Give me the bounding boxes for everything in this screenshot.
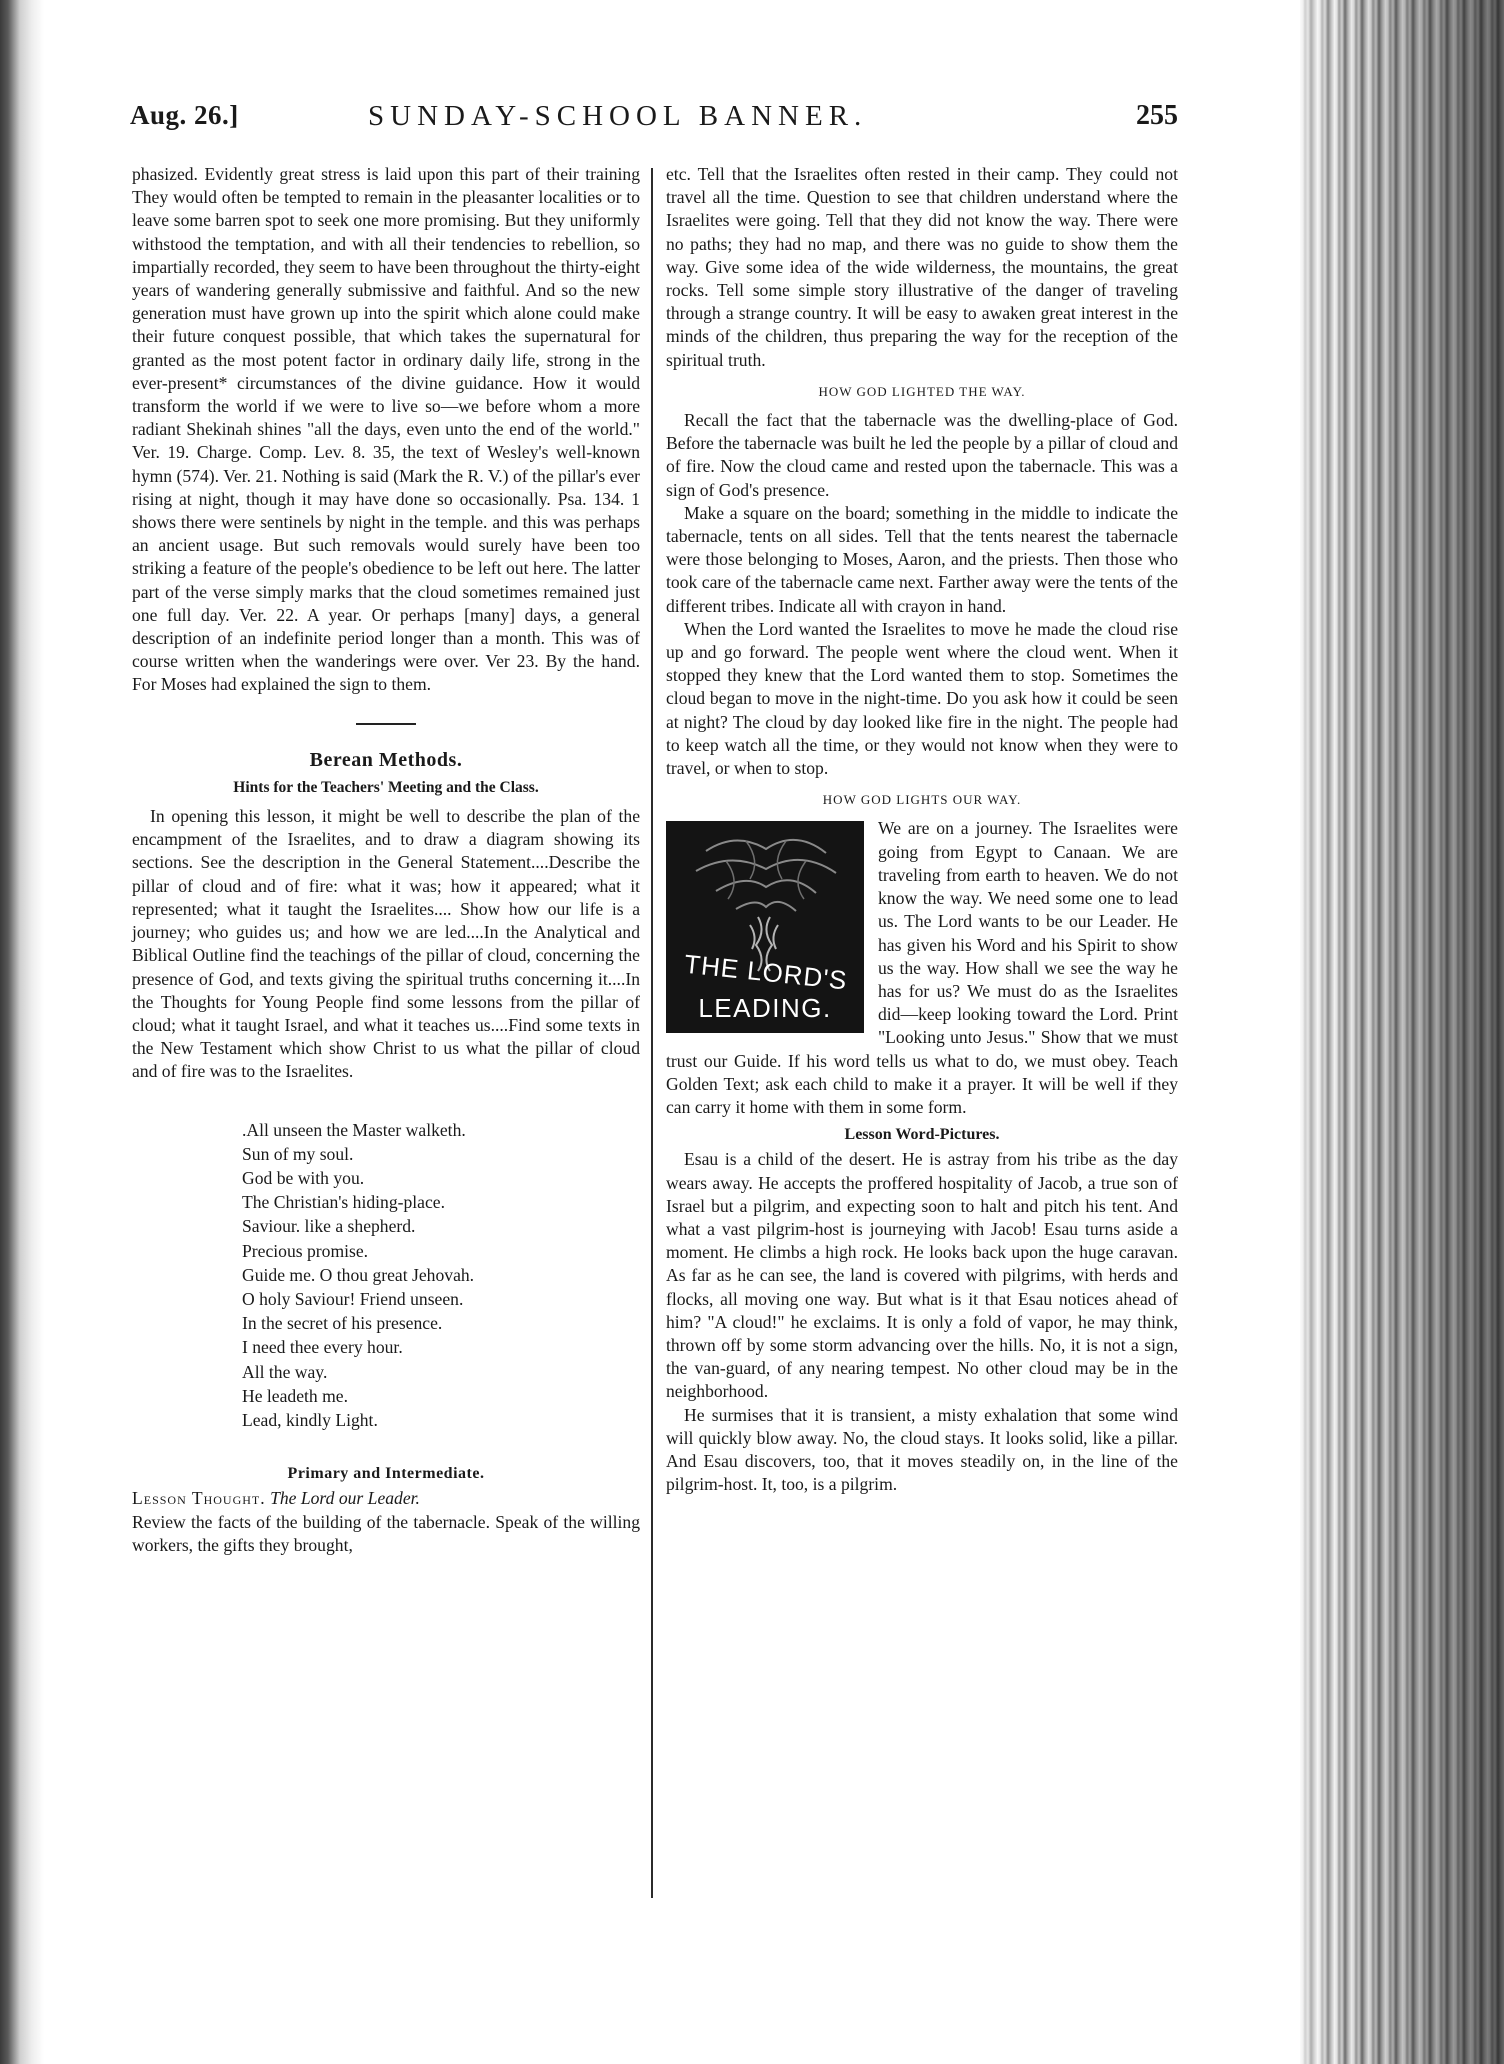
hymn-line: The Christian's hiding-place. bbox=[242, 1192, 446, 1213]
section-divider bbox=[356, 723, 416, 725]
hymn-line: I need thee every hour. bbox=[242, 1337, 403, 1358]
lesson-thought-text: The Lord our Leader. bbox=[270, 1488, 420, 1509]
primary-paragraph: Review the facts of the building of the tabernacle. Speak of the willing workers, the gifts they brought, bbox=[132, 1511, 640, 1555]
header-date: Aug. 26.] bbox=[130, 100, 239, 130]
page-number: 255 bbox=[1136, 100, 1178, 131]
lesson-thought bbox=[132, 1487, 640, 1510]
hymn-line: All the way. bbox=[242, 1361, 328, 1382]
move-paragraph: When the Lord wanted the Israelites to move he made the cloud rise up and go forward. The people went where the cloud went. When it stopped they knew that the Lord wanted them to stop. Sometimes the cloud began to move in the night-time. Do you ask how it could be seen at night? The cloud by day looked like fire in the night. The people had to keep watch all the time, or they would not know when they were to travel, or when to stop. bbox=[666, 618, 1178, 779]
hymn-line: O holy Saviour! Friend unseen. bbox=[242, 1288, 464, 1309]
word-pictures-title: Lesson Word-Pictures. bbox=[844, 1126, 1000, 1144]
heading-how-god-lighted: HOW GOD LIGHTED THE WAY. bbox=[818, 383, 1026, 399]
figure-caption-line2: LEADING. bbox=[698, 993, 832, 1024]
hymn-list bbox=[242, 1118, 640, 1433]
hymn-line: Sun of my soul. bbox=[242, 1143, 354, 1164]
commentary-paragraph: phasized. Evidently great stress is laid upon this part of their training They would often be tempted to remain in the pleasanter localities or to leave some barren spot to seek one more promising. But they uniformly withstood the temptation, and with all their tendencies to rebellion, so impartially recorded, they seem to have been throughout the thirty-eight years of wandering generally submissive and faithful. And so the new generation must have grown up into the spirit which alone could make their future conquest possible, that which takes the supernatural for granted as the most potent factor in ordinary daily life, strong in the ever-present* circumstances of the divine guidance. How it would transform the world if we were to live so—we before whom a more radiant Shekinah shines "all the days, even unto the end of the world." Ver. 19. Charge. Comp. Lev. 8. 35, the text of Wesley's well-known hymn (574). Ver. 21. Nothing is said (Mark the R. V.) of the pillar's ever rising at night, though it may have done so occasionally. Psa. 134. 1 shows there were sentinels by night in the temple. and this was perhaps an ancient usage. But such removals would surely have been too striking a feature of the people's obedience to be left out here. The latter part of the verse simply marks that the cloud sometimes remained just one full day. Ver. 22. A year. Or perhaps [many] days, a general description of an indefinite period longer than a month. This was of course written when the wanderings were over. Ver 23. By the hand. For Moses had explained the sign to them. bbox=[132, 164, 640, 695]
pillar-of-cloud-image bbox=[666, 821, 864, 1033]
hymn-line: God be with you. bbox=[242, 1167, 365, 1188]
hymn-line: .All unseen the Master walketh. bbox=[242, 1119, 466, 1140]
continued-paragraph: etc. Tell that the Israelites often rested in their camp. They could not travel all the time. Question to see that children understand where the Israelites were going. Tell that they did not know the way. There were no paths; they had no map, and there was no guide to show them the way. Give some idea of the wide wilderness, the mountains, the great rocks. Tell some simple story illustrative of the danger of traveling through a strange country. It will be easy to awaken great interest in the minds of the children, thus preparing the way for the reception of the spiritual truth. bbox=[666, 164, 1178, 370]
left-page-edge bbox=[0, 0, 44, 2064]
lords-leading-illustration bbox=[666, 821, 864, 1033]
right-column bbox=[666, 163, 1178, 1496]
hymn-line: Guide me. O thou great Jehovah. bbox=[242, 1264, 475, 1285]
column-rule bbox=[651, 168, 653, 1898]
recall-paragraph: Recall the fact that the tabernacle was the dwelling-place of God. Before the tabernacle was built he led the people by a pillar of cloud and of fire. Now the cloud came and rested upon the tabernacle. This was a sign of God's presence. bbox=[666, 410, 1178, 500]
berean-methods-title: Berean Methods. bbox=[309, 748, 463, 771]
hymn-line: Lead, kindly Light. bbox=[242, 1409, 378, 1430]
surmises-paragraph: He surmises that it is transient, a misty exhalation that some wind will quickly blow away. No, the cloud stays. It looks solid, like a pillar. And Esau discovers, too, that it moves steadily on, in the line of the pilgrim-host. It, too, is a pilgrim. bbox=[666, 1404, 1178, 1495]
berean-methods-paragraph: In opening this lesson, it might be well to describe the plan of the encampment of the Israelites, and to draw a diagram showing its sections. See the description in the General Statement....Describe the pillar of cloud and of fire: what it was; how it appeared; what it represented; what it taught the Israelites.... Show how our life is a journey; who guides us; and how we are led....In the Analytical and Biblical Outline find the teachings of the pillar of cloud, concerning the presence of God, and texts giving the spiritual truths concerning it....In the Thoughts for Young People find some lessons from the pillar of cloud; what it taught Israel, and what it teaches us....Find some texts in the New Testament which show Christ to us what the pillar of cloud and of fire was to the Israelites. bbox=[132, 806, 640, 1082]
square-paragraph: Make a square on the board; something in the middle to indicate the tabernacle, tents on all sides. Tell that the tents nearest the tabernacle were those belonging to Moses, Aaron, and the priests. Then those who took care of the tabernacle came next. Farther away were the tents of the different tribes. Indicate all with crayon in hand. bbox=[666, 502, 1178, 616]
left-column bbox=[132, 163, 640, 1557]
running-header bbox=[130, 100, 1178, 144]
heading-how-god-lights: HOW GOD LIGHTS OUR WAY. bbox=[822, 792, 1022, 808]
book-edge-shadow bbox=[1300, 0, 1504, 2064]
figure-caption-line1: THE LORD'S bbox=[682, 949, 849, 997]
header-title: SUNDAY-SCHOOL BANNER. bbox=[368, 100, 868, 132]
hymn-line: Saviour. like a shepherd. bbox=[242, 1216, 416, 1237]
lesson-thought-label: Lesson Thought. bbox=[132, 1488, 266, 1509]
hymn-line: Precious promise. bbox=[242, 1240, 369, 1261]
hymn-line: He leadeth me. bbox=[242, 1385, 349, 1406]
berean-methods-subtitle: Hints for the Teachers' Meeting and the Class. bbox=[233, 778, 539, 796]
hymn-line: In the secret of his presence. bbox=[242, 1313, 443, 1334]
esau-paragraph: Esau is a child of the desert. He is astray from his tribe as the day wears away. He accepts the proffered hospitality of Jacob, a true son of Israel but a pilgrim, and expecting soon to halt and pitch his tent. And what a vast pilgrim-host is journeying with Jacob! Esau turns aside a moment. He climbs a high rock. He looks back upon the huge caravan. As far as he can see, the land is covered with pilgrims, with herds and flocks, all moving one way. But what is it that Esau notices ahead of him? "A cloud!" he exclaims. It is only a fold of vapor, he may think, thrown off by some storm advancing over the hills. No, it is not a sign, the van-guard, of any nearing tempest. No other cloud may be in the neighborhood. bbox=[666, 1149, 1178, 1402]
primary-intermediate-title: Primary and Intermediate. bbox=[287, 1465, 485, 1483]
journey-paragraph: We are on a journey. The Israelites were going from Egypt to Canaan. We are traveling from earth to heaven. We do not know the way. We need some one to lead us. The Lord wants to be our Leader. He has given his Word and his Spirit to show us the way. How shall we see the way he has for us? We must do as the Israelites did—keep looking toward the Lord. Print "Looking unto Jesus." Show that we must trust our Guide. If his word tells us what to do, we must obey. Teach Golden Text; ask each child to make it a prayer. It will be well if they can carry it home with them in some form. bbox=[666, 818, 1178, 1117]
